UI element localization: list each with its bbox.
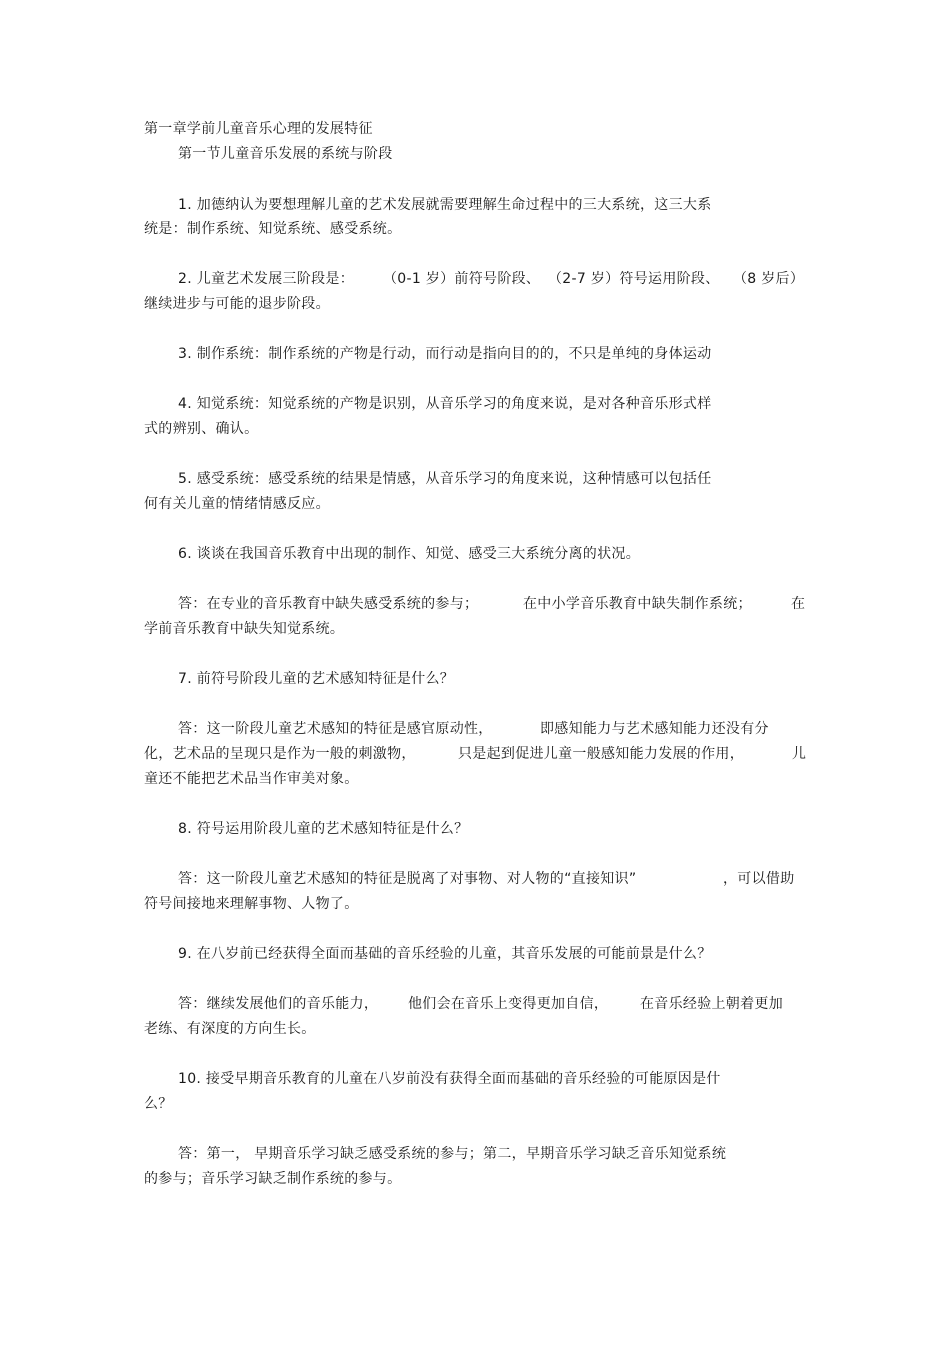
item-8-question: 8. 符号运用阶段儿童的艺术感知特征是什么？ [178, 821, 469, 837]
item-10-question-line-1: 10. 接受早期音乐教育的儿童在八岁前没有获得全面而基础的音乐经验的可能原因是什 [178, 1071, 721, 1087]
item-9-answer-line-1-part-1: 答：继续发展他们的音乐能力， [178, 996, 379, 1012]
item-6-answer-line-1-part-2: 在中小学音乐教育中缺失制作系统； [523, 596, 752, 612]
item-6-answer-line-2: 学前音乐教育中缺失知觉系统。 [144, 621, 345, 637]
item-9-answer-line-1-part-2: 他们会在音乐上变得更加自信， [408, 996, 609, 1012]
item-7-answer-line-2-part-1: 化，艺术品的呈现只是作为一般的刺激物， [144, 746, 416, 762]
item-5-line-2: 何有关儿童的情绪情感反应。 [144, 496, 330, 512]
item-6-answer-line-1-part-1: 答：在专业的音乐教育中缺失感受系统的参与； [178, 596, 479, 612]
section-title: 第一节儿童音乐发展的系统与阶段 [178, 146, 393, 162]
item-7-answer-line-2-part-3: 儿 [792, 746, 807, 762]
item-7-answer-line-1-part-2: 即感知能力与艺术感知能力还没有分 [540, 721, 769, 737]
item-8-answer-line-2: 符号间接地来理解事物、人物了。 [144, 896, 359, 912]
item-10-question-line-2: 么？ [144, 1096, 173, 1112]
item-1-line-1: 1. 加德纳认为要想理解儿童的艺术发展就需要理解生命过程中的三大系统，这三大系 [178, 197, 712, 213]
item-2-line-1-part-4: （8 岁后） [733, 271, 805, 287]
item-2-line-1-part-1: 2. 儿童艺术发展三阶段是： [178, 271, 355, 287]
item-8-answer-line-1-part-2: ，可以借助 [723, 871, 795, 887]
item-7-answer-line-2-part-2: 只是起到促进儿童一般感知能力发展的作用， [458, 746, 744, 762]
item-2-line-1-part-2: （0-1 岁）前符号阶段、 [383, 271, 541, 287]
chapter-title: 第一章学前儿童音乐心理的发展特征 [144, 121, 373, 137]
item-4-line-1: 4. 知觉系统：知觉系统的产物是识别，从音乐学习的角度来说，是对各种音乐形式样 [178, 396, 712, 412]
item-2-line-2: 继续进步与可能的退步阶段。 [144, 296, 330, 312]
item-2-line-1-part-3: （2-7 岁）符号运用阶段、 [548, 271, 720, 287]
item-5-line-1: 5. 感受系统：感受系统的结果是情感，从音乐学习的角度来说，这种情感可以包括任 [178, 471, 712, 487]
item-8-answer-line-1-part-1: 答：这一阶段儿童艺术感知的特征是脱离了对事物、对人物的“直接知识” [178, 871, 637, 887]
item-9-question: 9. 在八岁前已经获得全面而基础的音乐经验的儿童，其音乐发展的可能前景是什么？ [178, 946, 712, 962]
item-3-line-1: 3. 制作系统：制作系统的产物是行动，而行动是指向目的的，不只是单纯的身体运动 [178, 346, 712, 362]
item-9-answer-line-1-part-3: 在音乐经验上朝着更加 [640, 996, 783, 1012]
item-10-answer-line-1: 答：第一， 早期音乐学习缺乏感受系统的参与；第二，早期音乐学习缺乏音乐知觉系统 [178, 1146, 727, 1162]
item-7-answer-line-1-part-1: 答：这一阶段儿童艺术感知的特征是感官原动性， [178, 721, 493, 737]
item-7-answer-line-3: 童还不能把艺术品当作审美对象。 [144, 771, 359, 787]
item-6-answer-line-1-part-3: 在 [791, 596, 806, 612]
item-7-question: 7. 前符号阶段儿童的艺术感知特征是什么？ [178, 671, 455, 687]
item-4-line-2: 式的辨别、确认。 [144, 421, 259, 437]
item-6-question: 6. 谈谈在我国音乐教育中出现的制作、知觉、感受三大系统分离的状况。 [178, 546, 641, 562]
item-9-answer-line-2: 老练、有深度的方向生长。 [144, 1021, 316, 1037]
item-10-answer-line-2: 的参与；音乐学习缺乏制作系统的参与。 [144, 1171, 402, 1187]
item-1-line-2: 统是：制作系统、知觉系统、感受系统。 [144, 221, 402, 237]
